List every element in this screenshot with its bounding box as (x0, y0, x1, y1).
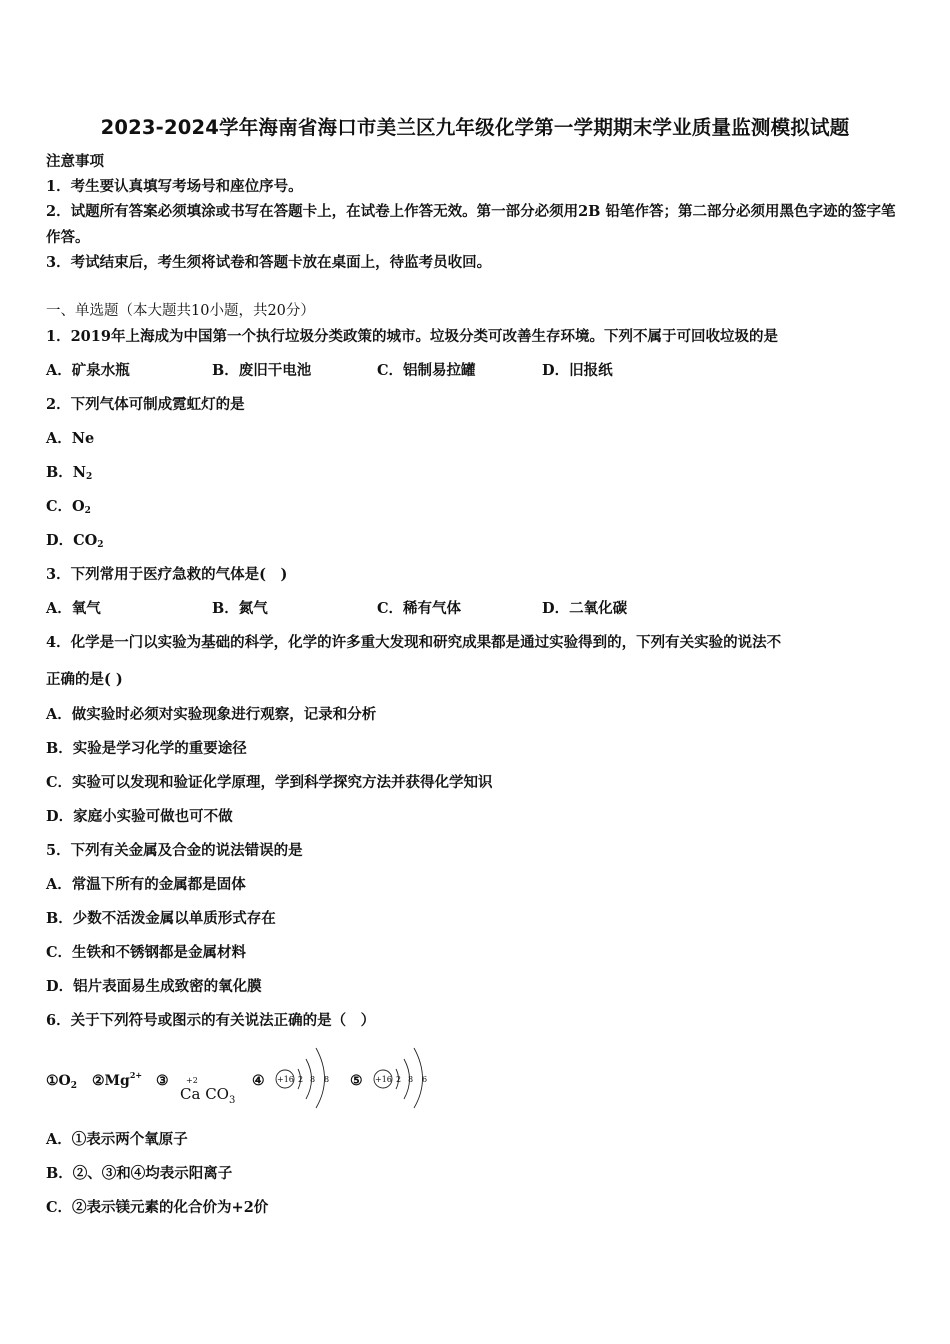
shell-electrons: 8 (310, 1075, 316, 1084)
symbol-o2: $①O_2$ (46, 1073, 78, 1091)
q2-option-d: D．$CO_2$ (46, 532, 104, 550)
section-heading: 一、单选题（本大题共10小题，共20分） (46, 303, 315, 319)
q3-option-d: D．二氧化碳 (542, 600, 628, 617)
notice-item-2: 2．试题所有答案必须填涂或书写在答题卡上，在试卷上作答无效。第一部分必须用2B 铅笔作答；第二部分必须用黑色字迹的签字笔作答。 (46, 203, 896, 246)
page-title: 2023-2024学年海南省海口市美兰区九年级化学第一学期期末学业质量监测模拟试题 (100, 116, 850, 139)
q6-option-a: A．①表示两个氧原子 (46, 1131, 188, 1148)
q5-option-d: D．铝片表面易生成致密的氧化膜 (46, 978, 262, 995)
q1-option-d: D．旧报纸 (542, 362, 613, 379)
caco3-formula: Ca $CO_3$ (180, 1085, 236, 1106)
q4-option-d: D．家庭小实验可做也可不做 (46, 808, 233, 825)
q3-option-b: B．氮气 (212, 600, 268, 617)
notice-item-3: 3．考试结束后，考生须将试卷和答题卡放在桌面上，待监考员收回。 (46, 254, 492, 271)
nucleus-charge-4: +16 (277, 1075, 294, 1084)
q6-option-c: C．②表示镁元素的化合价为+2价 (46, 1199, 269, 1216)
nucleus-charge-5: +16 (375, 1075, 392, 1084)
shell-electrons: 8 (408, 1075, 414, 1084)
q1-option-c: C．铝制易拉罐 (377, 362, 476, 379)
symbol-3-label: ③ (156, 1073, 169, 1089)
shell-electrons: 2 (298, 1075, 304, 1084)
symbol-5-label: ⑤ (350, 1073, 363, 1089)
q3-option-a: A．氧气 (46, 600, 101, 617)
q2-stem: 2．下列气体可制成霓虹灯的是 (46, 396, 245, 413)
shell-electrons: 2 (396, 1075, 402, 1084)
symbol-mg-ion: $②Mg^{2+}$ (92, 1070, 143, 1089)
q3-option-c: C．稀有气体 (377, 600, 462, 617)
q5-stem: 5．下列有关金属及合金的说法错误的是 (46, 842, 303, 859)
caco3-charge: +2 (186, 1076, 198, 1085)
q2-option-c: C．$O_2$ (46, 498, 91, 516)
q6-symbols-figure (46, 1042, 466, 1112)
q3-stem: 3．下列常用于医疗急救的气体是( ) (46, 566, 288, 583)
q1-option-b: B．废旧干电池 (212, 362, 312, 379)
shell-electrons: 6 (422, 1075, 428, 1084)
q5-option-b: B．少数不活泼金属以单质形式存在 (46, 910, 276, 927)
q6-stem: 6．关于下列符号或图示的有关说法正确的是（ ） (46, 1012, 376, 1029)
shell-electrons: 8 (324, 1075, 330, 1084)
symbol-4-label: ④ (252, 1073, 265, 1089)
q1-option-a: A．矿泉水瓶 (46, 362, 130, 379)
q5-option-a: A．常温下所有的金属都是固体 (46, 876, 246, 893)
q4-option-c: C．实验可以发现和验证化学原理，学到科学探究方法并获得化学知识 (46, 774, 493, 791)
q6-option-b: B．②、③和④均表示阳离子 (46, 1165, 233, 1182)
q5-option-c: C．生铁和不锈钢都是金属材料 (46, 944, 247, 961)
q4-stem-line1: 4．化学是一门以实验为基础的科学，化学的许多重大发现和研究成果都是通过实验得到的，下列有关实验的说法不 (46, 634, 782, 651)
q4-option-b: B．实验是学习化学的重要途径 (46, 740, 247, 757)
q2-option-b: B．$N_2$ (46, 464, 93, 482)
q1-stem: 1．2019年上海成为中国第一个执行垃圾分类政策的城市。垃圾分类可改善生存环境。下列不属于可回收垃圾的是 (46, 328, 778, 345)
notice-item-1: 1．考生要认真填写考场号和座位序号。 (46, 178, 303, 195)
notice-heading: 注意事项 (46, 153, 104, 170)
q2-option-a: A．Ne (46, 430, 95, 447)
q4-option-a: A．做实验时必须对实验现象进行观察，记录和分析 (46, 706, 377, 723)
q4-stem-line2: 正确的是( ) (46, 671, 123, 688)
